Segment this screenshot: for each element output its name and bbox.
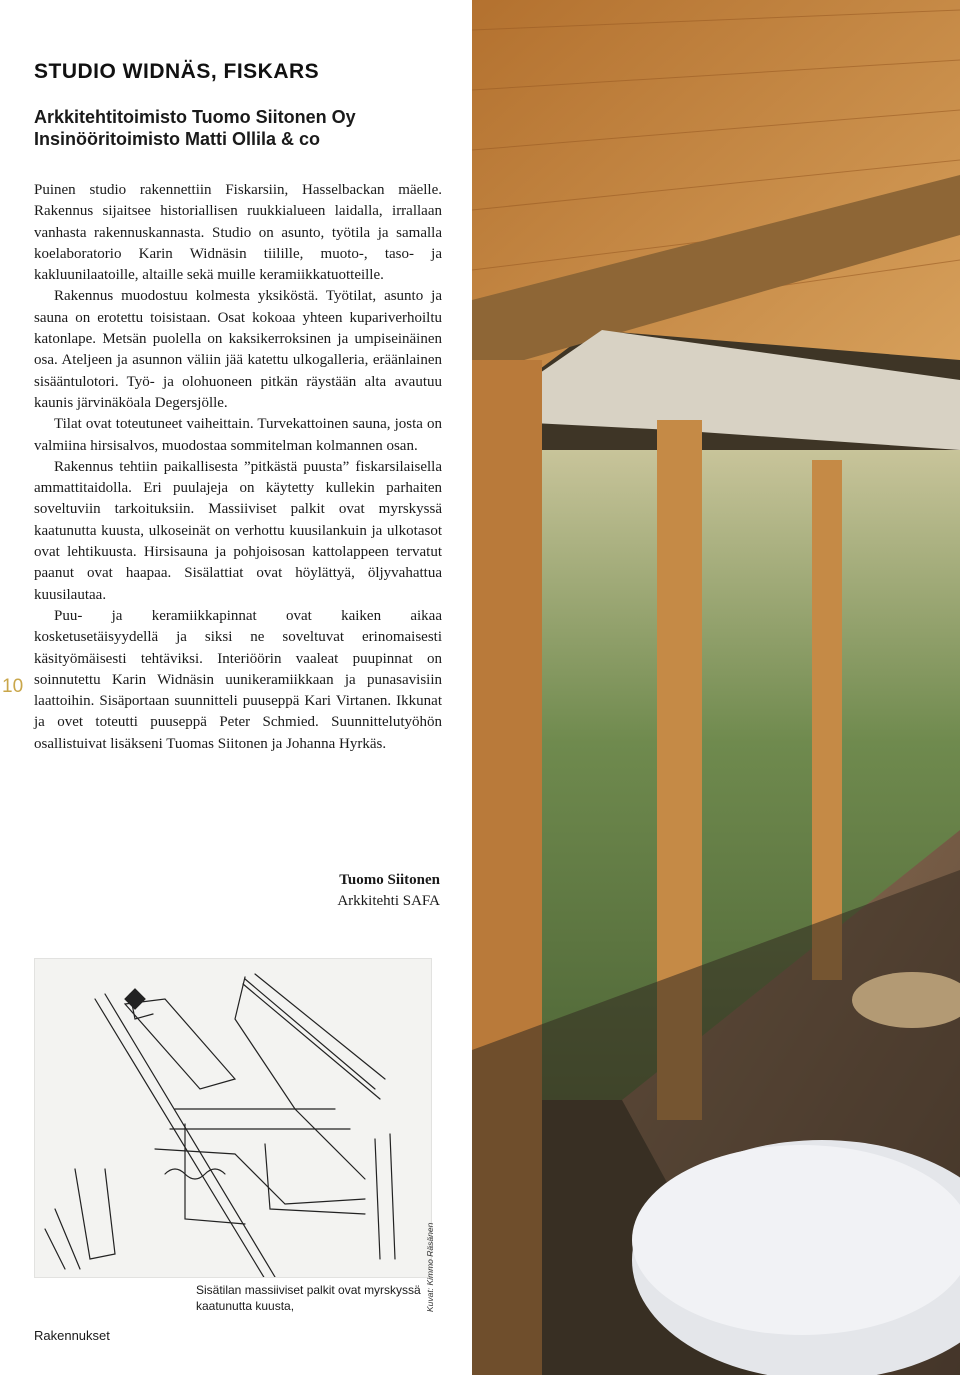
paragraph: Puu- ja keramiikkapinnat ovat kaiken aikaa kosketusetäisyydellä ja siksi ne soveltuvat erinomaisesti käsityömäisesti tehtäviksi. Interiöörin vaaleat puupinnat on soinnutettu Karin Widnäsin uunikeramiikkaan ja punasavisiin laattoihin. Sisäportaan suunnitteli puuseppä Kari Virtanen. Ikkunat ja ovet toteutti puuseppä Peter Schmied. Suunnittelutyöhön osallistuivat lisäkseni Tuomas Siitonen ja Johanna Hyrkäs. bbox=[34, 607, 442, 752]
page-number: 10 bbox=[2, 676, 24, 697]
paragraph: Rakennus tehtiin paikallisesta ”pitkästä puusta” fiskarsilaisella ammattitaidolla. Eri puulajeja on käytetty kullekin parhaiten soveltuviin tarkoituksiin. Massiiviset palkit ovat myrskyssä kaatunutta kuusta, ulkoseinät on verhottu kuusilankuin ja ulkotasot ovat lehtikuusta. Hirsisauna ja pohjoisosan kattolappeen tervatut paanut ovat haapaa. Sisälattiat ovat höylättyä, öljyvahattua kuusilautaa. bbox=[34, 458, 442, 603]
subtitle-architect: Arkkitehtitoimisto Tuomo Siitonen Oy bbox=[34, 107, 356, 127]
section-label: Rakennukset bbox=[34, 1328, 110, 1343]
photo-caption: Sisätilan massiiviset palkit ovat myrskyssä kaatunutta kuusta, bbox=[196, 1283, 421, 1313]
interior-photo bbox=[472, 0, 960, 1375]
article-body bbox=[34, 180, 442, 755]
photo-credit: Kuvat: Kimmo Räsänen bbox=[425, 1222, 435, 1312]
paragraph: Puinen studio rakennettiin Fiskarsiin, Hasselbackan mäelle. Rakennus sijaitsee historiallisen ruukkialueen laidalla, irrallaan vanhasta rakennuskannasta. Studio on asunto, työtila ja samalla koelaboratorio Karin Widnäsin tiilille, muoto-, taso- ja kakluunilaatoille, altaille sekä muille keramiikkatuotteille. bbox=[34, 182, 442, 284]
author-name: Tuomo Siitonen bbox=[339, 872, 440, 888]
page-title: STUDIO WIDNÄS, FISKARS bbox=[34, 60, 320, 83]
signature bbox=[337, 870, 440, 912]
author-title: Arkkitehti SAFA bbox=[337, 893, 440, 909]
paragraph: Tilat ovat toteutuneet vaiheittain. Turvekattoinen sauna, josta on valmiina hirsisalvos, muodostaa sommitelman kolmannen osan. bbox=[34, 416, 442, 454]
subtitle-engineer: Insinööritoimisto Matti Ollila & co bbox=[34, 129, 321, 149]
subtitle bbox=[34, 106, 464, 150]
paragraph: Rakennus muodostuu kolmesta yksiköstä. Työtilat, asunto ja sauna on erotettu toisistaan. Osat kokoaa yhteen kupariverhoiltu katonlape. Metsän puolella on kaksikerroksinen ja umpiseinäinen osa. Ateljeen ja asunnon väliin jää katettu ulkogalleria, eräänlainen sisääntulotori. Työ- ja olohuoneen pitkän räystään alta avautuu kaunis järvinäköala Degersjölle. bbox=[34, 288, 442, 411]
architect-sketch bbox=[34, 958, 432, 1278]
